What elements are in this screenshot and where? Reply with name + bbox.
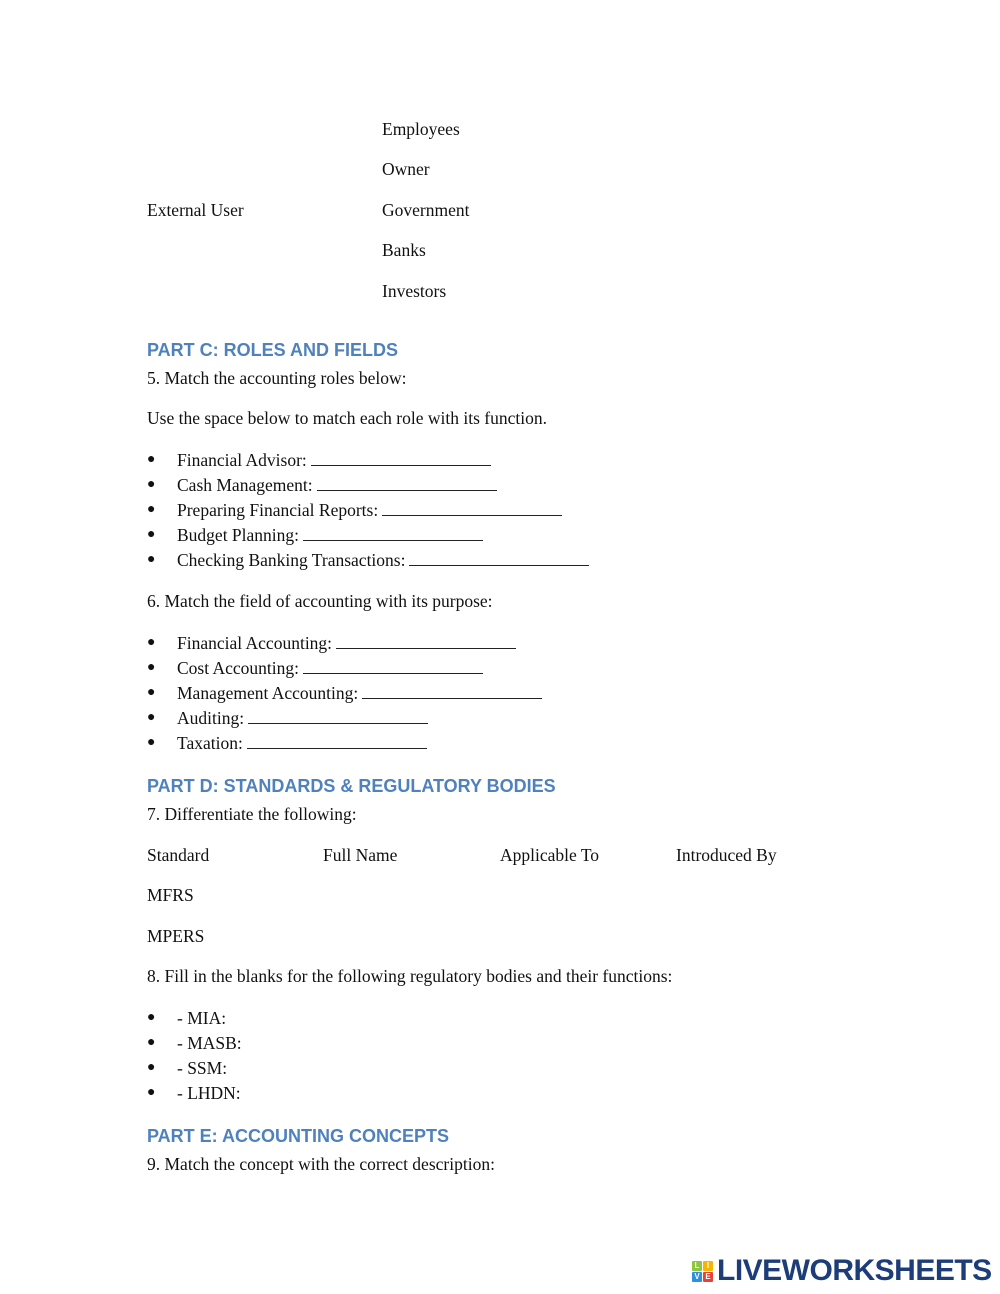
user-employees: Employees xyxy=(382,119,460,139)
bullet: ● xyxy=(147,552,156,567)
list-item xyxy=(177,475,497,495)
list-item: - SSM: xyxy=(177,1058,228,1078)
answer-blank[interactable] xyxy=(317,476,497,491)
tile: L xyxy=(692,1261,702,1271)
external-user-label: External User xyxy=(147,200,244,220)
bullet: ● xyxy=(147,660,156,675)
logo-text: LIVEWORKSHEETS xyxy=(717,1254,992,1287)
bullet: ● xyxy=(147,1010,156,1025)
field-label: Management Accounting: xyxy=(177,683,359,703)
question-5-instruction: Use the space below to match each role with its function. xyxy=(147,408,547,428)
user-owner: Owner xyxy=(382,159,430,179)
answer-blank[interactable] xyxy=(303,526,483,541)
user-government: Government xyxy=(382,200,470,220)
bullet: ● xyxy=(147,1060,156,1075)
question-5: 5. Match the accounting roles below: xyxy=(147,368,407,388)
list-item xyxy=(177,550,589,570)
question-9: 9. Match the concept with the correct description: xyxy=(147,1154,495,1174)
question-6: 6. Match the field of accounting with its purpose: xyxy=(147,591,493,611)
answer-blank[interactable] xyxy=(362,684,542,699)
list-item xyxy=(177,525,483,545)
tile: V xyxy=(692,1272,702,1282)
row-mfrs: MFRS xyxy=(147,885,194,905)
role-label: Preparing Financial Reports: xyxy=(177,500,379,520)
list-item xyxy=(177,733,427,753)
part-c-heading: PART C: ROLES AND FIELDS xyxy=(147,340,398,360)
user-investors: Investors xyxy=(382,281,447,301)
role-label: Checking Banking Transactions: xyxy=(177,550,406,570)
list-item xyxy=(177,450,491,470)
logo-tiles-icon xyxy=(692,1261,713,1282)
answer-blank[interactable] xyxy=(382,501,562,516)
part-e-heading: PART E: ACCOUNTING CONCEPTS xyxy=(147,1126,450,1146)
answer-blank[interactable] xyxy=(311,451,491,466)
tile: E xyxy=(703,1272,713,1282)
bullet: ● xyxy=(147,710,156,725)
bullet: ● xyxy=(147,527,156,542)
column-full-name: Full Name xyxy=(323,845,398,865)
answer-blank[interactable] xyxy=(409,551,589,566)
bullet: ● xyxy=(147,685,156,700)
list-item: - MASB: xyxy=(177,1033,242,1053)
answer-blank[interactable] xyxy=(247,734,427,749)
bullet: ● xyxy=(147,735,156,750)
list-item: - LHDN: xyxy=(177,1083,241,1103)
role-label: Budget Planning: xyxy=(177,525,300,545)
list-item xyxy=(177,500,562,520)
column-applicable-to: Applicable To xyxy=(500,845,600,865)
bullet: ● xyxy=(147,502,156,517)
row-mpers: MPERS xyxy=(147,926,205,946)
tile: I xyxy=(703,1261,713,1271)
bullet: ● xyxy=(147,1085,156,1100)
answer-blank[interactable] xyxy=(303,659,483,674)
part-d-heading: PART D: STANDARDS & REGULATORY BODIES xyxy=(147,776,556,796)
bullet: ● xyxy=(147,477,156,492)
list-item xyxy=(177,633,516,653)
list-item: - MIA: xyxy=(177,1008,227,1028)
column-introduced-by: Introduced By xyxy=(676,845,777,865)
list-item xyxy=(177,683,542,703)
field-label: Taxation: xyxy=(177,733,243,753)
list-item xyxy=(177,658,483,678)
question-7: 7. Differentiate the following: xyxy=(147,804,357,824)
field-label: Financial Accounting: xyxy=(177,633,333,653)
list-item xyxy=(177,708,428,728)
user-banks: Banks xyxy=(382,240,426,260)
bullet: ● xyxy=(147,452,156,467)
bullet: ● xyxy=(147,635,156,650)
question-8: 8. Fill in the blanks for the following regulatory bodies and their functions: xyxy=(147,966,673,986)
role-label: Financial Advisor: xyxy=(177,450,307,470)
field-label: Auditing: xyxy=(177,708,245,728)
field-label: Cost Accounting: xyxy=(177,658,300,678)
role-label: Cash Management: xyxy=(177,475,313,495)
column-standard: Standard xyxy=(147,845,210,865)
bullet: ● xyxy=(147,1035,156,1050)
liveworksheets-logo xyxy=(692,1254,992,1288)
answer-blank[interactable] xyxy=(336,634,516,649)
answer-blank[interactable] xyxy=(248,709,428,724)
